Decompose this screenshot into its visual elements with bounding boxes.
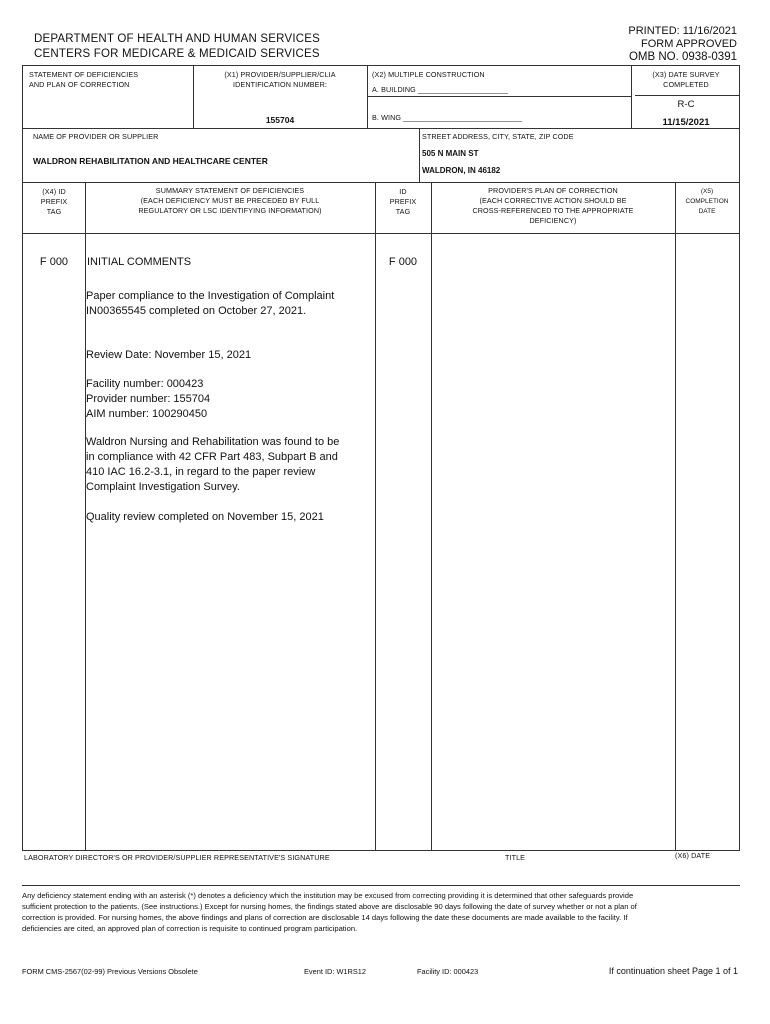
address-street: 505 N MAIN ST bbox=[422, 149, 479, 158]
date-label: (X6) DATE bbox=[675, 851, 711, 860]
x1-label: (X1) PROVIDER/SUPPLIER/CLIA IDENTIFICATION NUMBER: bbox=[224, 70, 336, 89]
divider-x3 bbox=[635, 95, 739, 96]
vline-id bbox=[431, 182, 432, 850]
paragraph-quality-review: Quality review completed on November 15, 2021 bbox=[86, 511, 324, 523]
form-approval-block bbox=[628, 25, 737, 64]
omb-number: OMB NO. 0938-0391 bbox=[628, 51, 737, 63]
form-id: FORM CMS-2567(02-99) Previous Versions Obsolete bbox=[22, 967, 198, 976]
vline-x2 bbox=[367, 66, 368, 128]
facility-identifiers bbox=[86, 377, 346, 422]
provider-id-value: 155704 bbox=[265, 115, 295, 125]
plan-header: PROVIDER'S PLAN OF CORRECTION (EACH CORRECTIVE ACTION SHOULD BE CROSS-REFERENCED TO THE APPROPRIATE DEFICIENCY) bbox=[472, 186, 634, 225]
provider-number: Provider number: 155704 bbox=[86, 393, 211, 405]
centers-name: CENTERS FOR MEDICARE & MEDICAID SERVICES bbox=[34, 48, 320, 60]
divider-top-row bbox=[23, 128, 739, 129]
x3-label: (X3) DATE SURVEY COMPLETED bbox=[652, 70, 720, 89]
paragraph-compliance: Paper compliance to the Investigation of Complaint IN00365545 completed on October 27, 2021. bbox=[86, 290, 335, 317]
address-city: WALDRON, IN 46182 bbox=[422, 166, 501, 175]
event-id: Event ID: W1RS12 bbox=[304, 967, 367, 976]
paragraph-review-date: Review Date: November 15, 2021 bbox=[86, 349, 252, 361]
tag-right: F 000 bbox=[388, 256, 418, 268]
statement-label: STATEMENT OF DEFICIENCIES AND PLAN OF CORRECTION bbox=[29, 70, 139, 89]
vline-x3 bbox=[631, 66, 632, 128]
address-label: STREET ADDRESS, CITY, STATE, ZIP CODE bbox=[422, 132, 574, 141]
building-label: A. BUILDING ______________________ bbox=[372, 85, 509, 94]
vline-summary bbox=[375, 182, 376, 850]
disclosure-note: Any deficiency statement ending with an asterisk (*) denotes a deficiency which the institution may be excused from correcting providing it is determined that other safeguards provide sufficient protection to the patients. (See instructions.) Except for nursing homes, the findings stated above are disclosable 90 days following the date of survey whether or not a plan of correction is provided. For nursing homes, the above findings and plans of correction are disclosable 14 days following the date these documents are made available to the facility. If deficiencies are cited, an approved plan of correction is requisite to continued program participation. bbox=[22, 891, 637, 933]
printed-date: PRINTED: 11/16/2021 bbox=[628, 25, 737, 37]
survey-type: R-C bbox=[677, 99, 695, 110]
divider-column-headers bbox=[23, 233, 739, 234]
x2-label: (X2) MULTIPLE CONSTRUCTION bbox=[372, 70, 485, 79]
facility-number: Facility number: 000423 bbox=[86, 378, 204, 390]
x5-header: (X5) COMPLETION DATE bbox=[685, 188, 729, 215]
title-label: TITLE bbox=[505, 853, 526, 862]
divider-provider-row bbox=[23, 182, 739, 183]
divider-footer bbox=[22, 885, 740, 886]
divider-signature bbox=[23, 850, 739, 851]
signature-label: LABORATORY DIRECTOR'S OR PROVIDER/SUPPLIER REPRESENTATIVE'S SIGNATURE bbox=[24, 853, 330, 862]
paragraph-findings: Waldron Nursing and Rehabilitation was found to be in compliance with 42 CFR Part 483, Subpart B and 410 IAC 16.2-3.1, in regard to the paper review Complaint Investigation Survey. bbox=[86, 436, 340, 493]
initial-comments-heading: INITIAL COMMENTS bbox=[87, 256, 192, 268]
agency-header bbox=[34, 32, 320, 62]
id-header: ID PREFIX TAG bbox=[389, 187, 417, 216]
wing-label: B. WING _____________________________ bbox=[372, 113, 522, 122]
survey-date: 11/15/2021 bbox=[662, 117, 710, 128]
form-approved-label: FORM APPROVED bbox=[641, 38, 737, 50]
continuation-sheet: If continuation sheet Page 1 of 1 bbox=[608, 966, 738, 976]
vline-plan bbox=[675, 182, 676, 850]
tag-left: F 000 bbox=[39, 256, 69, 268]
x4-header: (X4) ID PREFIX TAG bbox=[40, 187, 68, 216]
provider-name-label: NAME OF PROVIDER OR SUPPLIER bbox=[33, 132, 159, 141]
aim-number: AIM number: 100290450 bbox=[86, 408, 208, 420]
provider-name: WALDRON REHABILITATION AND HEALTHCARE CENTER bbox=[33, 156, 268, 166]
department-name: DEPARTMENT OF HEALTH AND HUMAN SERVICES bbox=[34, 33, 320, 45]
divider-x2 bbox=[367, 96, 631, 97]
vline-address bbox=[419, 128, 420, 182]
vline-x1 bbox=[193, 66, 194, 128]
facility-id: Facility ID: 000423 bbox=[417, 967, 479, 976]
summary-header: SUMMARY STATEMENT OF DEFICIENCIES (EACH DEFICIENCY MUST BE PRECEDED BY FULL REGULATORY OR LSC IDENTIFYING INFORMATION) bbox=[138, 186, 322, 215]
